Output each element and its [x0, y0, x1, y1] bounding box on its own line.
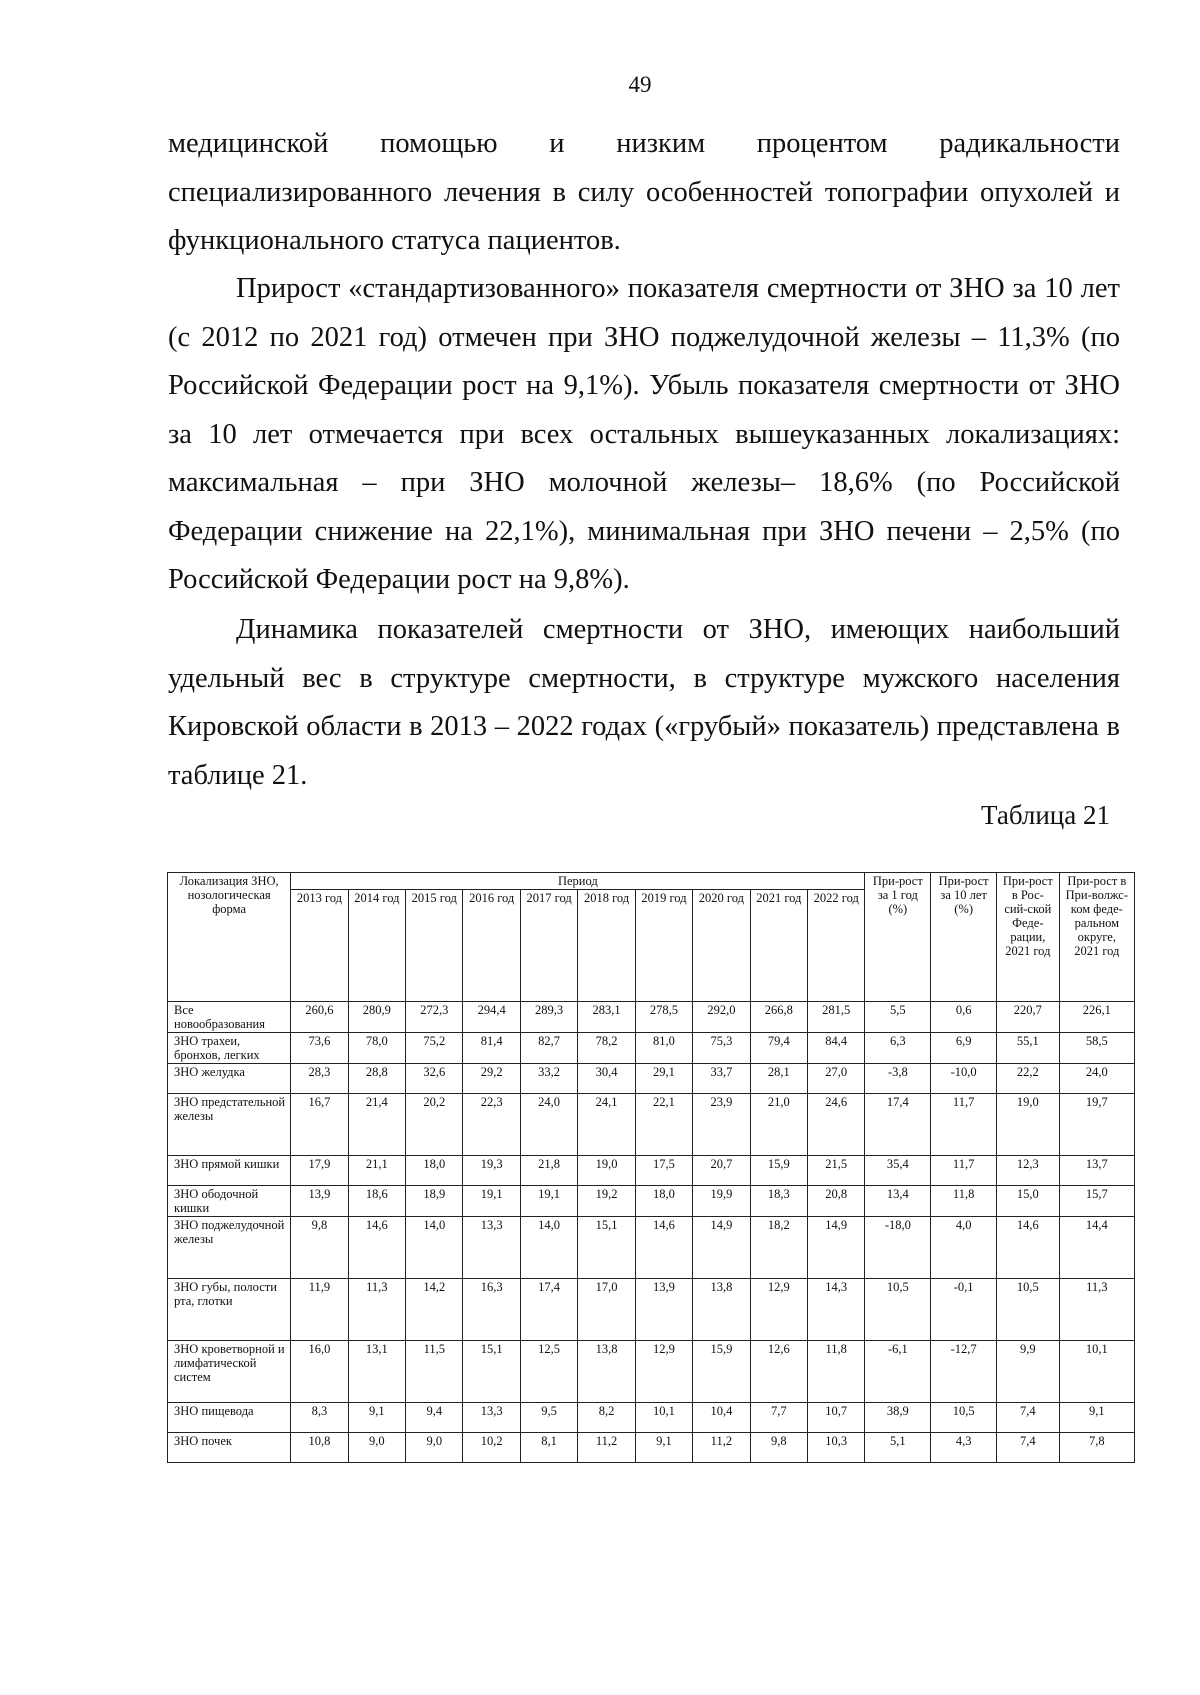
table-cell: 19,7	[1059, 1094, 1134, 1156]
table-row	[168, 1002, 1135, 1033]
table-cell: 24,6	[808, 1094, 865, 1156]
mortality-table	[167, 872, 1135, 1463]
table-cell: 55,1	[997, 1033, 1060, 1064]
table-cell: 14,9	[693, 1217, 750, 1279]
table-cell: 18,3	[750, 1186, 807, 1217]
table-cell: 17,4	[865, 1094, 931, 1156]
table-cell: 24,0	[1059, 1064, 1134, 1094]
header-year: 2013 год	[291, 890, 348, 1002]
table-cell: 13,4	[865, 1186, 931, 1217]
table-cell: 11,3	[348, 1279, 405, 1341]
table-row	[168, 1217, 1135, 1279]
paragraph-text: Прирост «стандартизованного» показателя смертности от ЗНО за 10 лет (с 2012 по 2021 год) отмечен при ЗНО поджелудочной железы – 11,3% (по Российской Федерации рост на 9,1%). Убыль показателя смертности от ЗНО за 10 лет отмечается при всех остальных вышеуказанных локализациях: максимальная – при ЗНО молочной железы– 18,6% (по Российской Федерации снижение на 22,1%), минимальная при ЗНО печени – 2,5% (по Российской Федерации рост на 9,8%).	[168, 273, 1120, 595]
table-cell: 19,1	[463, 1186, 520, 1217]
table-cell: 278,5	[635, 1002, 692, 1033]
table-cell: 11,8	[931, 1186, 997, 1217]
table-cell: 82,7	[520, 1033, 577, 1064]
table-cell: 272,3	[406, 1002, 463, 1033]
table-cell: 15,9	[750, 1156, 807, 1186]
table-cell: 75,3	[693, 1033, 750, 1064]
header-period: Период	[291, 873, 865, 890]
table-cell: -12,7	[931, 1341, 997, 1403]
table-cell: 13,3	[463, 1403, 520, 1433]
table-cell: 226,1	[1059, 1002, 1134, 1033]
table-cell: 30,4	[578, 1064, 635, 1094]
table-cell: 10,7	[808, 1403, 865, 1433]
table-cell: 13,1	[348, 1341, 405, 1403]
table-row	[168, 1279, 1135, 1341]
table-cell: 12,9	[635, 1341, 692, 1403]
row-localization: ЗНО трахеи, бронхов, легких	[168, 1033, 291, 1064]
table-cell: 21,1	[348, 1156, 405, 1186]
table-cell: 289,3	[520, 1002, 577, 1033]
table-cell: 12,6	[750, 1341, 807, 1403]
table-cell: 81,0	[635, 1033, 692, 1064]
table-cell: 15,1	[578, 1217, 635, 1279]
table-cell: 14,0	[406, 1217, 463, 1279]
header-year: 2022 год	[808, 890, 865, 1002]
header-year: 2014 год	[348, 890, 405, 1002]
table-cell: 7,4	[997, 1433, 1060, 1463]
table-cell: 11,5	[406, 1341, 463, 1403]
table-cell: 10,5	[931, 1403, 997, 1433]
table-cell: 20,2	[406, 1094, 463, 1156]
table-cell: 13,8	[693, 1279, 750, 1341]
table-cell: 81,4	[463, 1033, 520, 1064]
header-growth-pfo: При-рост в При-волжс-ком феде-ральном округе, 2021 год	[1059, 873, 1134, 1002]
table-cell: 281,5	[808, 1002, 865, 1033]
table-cell: 22,1	[635, 1094, 692, 1156]
table-cell: 13,7	[1059, 1156, 1134, 1186]
table-cell: 10,5	[865, 1279, 931, 1341]
table-cell: 8,3	[291, 1403, 348, 1433]
table-cell: 13,3	[463, 1217, 520, 1279]
table-cell: 7,8	[1059, 1433, 1134, 1463]
table-cell: 4,0	[931, 1217, 997, 1279]
header-growth-1y: При-рост за 1 год (%)	[865, 873, 931, 1002]
table-cell: 14,0	[520, 1217, 577, 1279]
table-cell: 21,0	[750, 1094, 807, 1156]
table-caption: Таблица 21	[981, 800, 1110, 830]
table-cell: 27,0	[808, 1064, 865, 1094]
table-cell: 18,9	[406, 1186, 463, 1217]
table-cell: 9,5	[520, 1403, 577, 1433]
table-cell: 7,4	[997, 1403, 1060, 1433]
table-row	[168, 1186, 1135, 1217]
table-cell: 14,6	[635, 1217, 692, 1279]
table-cell: 78,2	[578, 1033, 635, 1064]
header-year: 2021 год	[750, 890, 807, 1002]
table-cell: 10,8	[291, 1433, 348, 1463]
paragraph-2	[168, 265, 1120, 605]
table-cell: 16,3	[463, 1279, 520, 1341]
table-cell: 20,8	[808, 1186, 865, 1217]
table-cell: 8,2	[578, 1403, 635, 1433]
table-cell: 10,4	[693, 1403, 750, 1433]
table-cell: 75,2	[406, 1033, 463, 1064]
row-localization: ЗНО кроветворной и лимфатической систем	[168, 1341, 291, 1403]
table-cell: -6,1	[865, 1341, 931, 1403]
table-row	[168, 1064, 1135, 1094]
table-cell: 11,2	[693, 1433, 750, 1463]
header-growth-rf: При-рост в Рос-сий-ской Феде-рации, 2021 год	[997, 873, 1060, 1002]
table-cell: 32,6	[406, 1064, 463, 1094]
table-cell: 4,3	[931, 1433, 997, 1463]
table-cell: 78,0	[348, 1033, 405, 1064]
table-cell: 13,8	[578, 1341, 635, 1403]
row-localization: ЗНО пищевода	[168, 1403, 291, 1433]
table-cell: 266,8	[750, 1002, 807, 1033]
row-localization: ЗНО желудка	[168, 1064, 291, 1094]
table-cell: 58,5	[1059, 1033, 1134, 1064]
table-cell: -3,8	[865, 1064, 931, 1094]
table-cell: 18,0	[406, 1156, 463, 1186]
paragraph-text: Динамика показателей смертности от ЗНО, имеющих наибольший удельный вес в структуре смертности, в структуре мужского населения Кировской области в 2013 – 2022 годах («грубый» показатель) представлена в таблице 21.	[168, 614, 1120, 791]
header-year: 2015 год	[406, 890, 463, 1002]
header-year: 2019 год	[635, 890, 692, 1002]
table-row	[168, 1156, 1135, 1186]
table-cell: 18,0	[635, 1186, 692, 1217]
paragraph-3	[168, 606, 1120, 800]
table-cell: 9,1	[635, 1433, 692, 1463]
table-cell: 14,6	[348, 1217, 405, 1279]
header-year: 2018 год	[578, 890, 635, 1002]
table-cell: 19,2	[578, 1186, 635, 1217]
table-cell: 10,3	[808, 1433, 865, 1463]
table-cell: 15,7	[1059, 1186, 1134, 1217]
table-cell: 17,9	[291, 1156, 348, 1186]
table-cell: -10,0	[931, 1064, 997, 1094]
row-localization: ЗНО прямой кишки	[168, 1156, 291, 1186]
table-row	[168, 1341, 1135, 1403]
header-growth-10y: При-рост за 10 лет (%)	[931, 873, 997, 1002]
table-body	[168, 1002, 1135, 1463]
table-cell: 12,5	[520, 1341, 577, 1403]
table-cell: 79,4	[750, 1033, 807, 1064]
table-cell: 260,6	[291, 1002, 348, 1033]
table-cell: 17,5	[635, 1156, 692, 1186]
table-cell: 5,5	[865, 1002, 931, 1033]
table-cell: 16,7	[291, 1094, 348, 1156]
table-cell: 17,0	[578, 1279, 635, 1341]
table-cell: 12,9	[750, 1279, 807, 1341]
header-localization: Локализация ЗНО, нозологическая форма	[168, 873, 291, 1002]
table-cell: 9,0	[348, 1433, 405, 1463]
table-cell: 11,8	[808, 1341, 865, 1403]
table-cell: 19,0	[578, 1156, 635, 1186]
table-cell: 28,1	[750, 1064, 807, 1094]
row-localization: ЗНО ободочной кишки	[168, 1186, 291, 1217]
table-cell: 23,9	[693, 1094, 750, 1156]
table-cell: 9,8	[750, 1433, 807, 1463]
table-cell: 19,9	[693, 1186, 750, 1217]
table-cell: 6,3	[865, 1033, 931, 1064]
table-cell: 38,9	[865, 1403, 931, 1433]
table-cell: 21,4	[348, 1094, 405, 1156]
table-cell: 29,2	[463, 1064, 520, 1094]
table-cell: 6,9	[931, 1033, 997, 1064]
header-year: 2020 год	[693, 890, 750, 1002]
table-cell: 15,1	[463, 1341, 520, 1403]
header-year: 2016 год	[463, 890, 520, 1002]
table-cell: 84,4	[808, 1033, 865, 1064]
row-localization: ЗНО поджелудочной железы	[168, 1217, 291, 1279]
table-cell: 28,8	[348, 1064, 405, 1094]
table-cell: 19,0	[997, 1094, 1060, 1156]
table-cell: 22,3	[463, 1094, 520, 1156]
table-cell: 33,2	[520, 1064, 577, 1094]
table-row	[168, 1033, 1135, 1064]
table-cell: 14,3	[808, 1279, 865, 1341]
table-cell: -0,1	[931, 1279, 997, 1341]
table-cell: 9,1	[348, 1403, 405, 1433]
table-cell: 73,6	[291, 1033, 348, 1064]
table-cell: 21,5	[808, 1156, 865, 1186]
table-cell: 28,3	[291, 1064, 348, 1094]
table-cell: 9,9	[997, 1341, 1060, 1403]
table-cell: 9,8	[291, 1217, 348, 1279]
table-cell: 14,2	[406, 1279, 463, 1341]
header-year: 2017 год	[520, 890, 577, 1002]
row-localization: ЗНО предстательной железы	[168, 1094, 291, 1156]
table-cell: 8,1	[520, 1433, 577, 1463]
table-cell: 20,7	[693, 1156, 750, 1186]
table-cell: 19,3	[463, 1156, 520, 1186]
table-cell: 15,9	[693, 1341, 750, 1403]
table-cell: 22,2	[997, 1064, 1060, 1094]
table-cell: 292,0	[693, 1002, 750, 1033]
table-cell: 11,2	[578, 1433, 635, 1463]
table-cell: 11,7	[931, 1156, 997, 1186]
table-cell: 10,1	[635, 1403, 692, 1433]
table-cell: 10,5	[997, 1279, 1060, 1341]
table-cell: 13,9	[635, 1279, 692, 1341]
table-cell: 9,0	[406, 1433, 463, 1463]
table-cell: 5,1	[865, 1433, 931, 1463]
table-cell: -18,0	[865, 1217, 931, 1279]
table-cell: 283,1	[578, 1002, 635, 1033]
table-cell: 294,4	[463, 1002, 520, 1033]
table-cell: 14,4	[1059, 1217, 1134, 1279]
table-row	[168, 1403, 1135, 1433]
table-cell: 280,9	[348, 1002, 405, 1033]
table-cell: 220,7	[997, 1002, 1060, 1033]
table-cell: 10,2	[463, 1433, 520, 1463]
page-number: 49	[628, 72, 652, 97]
table-row	[168, 1094, 1135, 1156]
table-cell: 35,4	[865, 1156, 931, 1186]
table-cell: 12,3	[997, 1156, 1060, 1186]
table-cell: 29,1	[635, 1064, 692, 1094]
table-row	[168, 1433, 1135, 1463]
paragraph-text: медицинской помощью и низким процентом радикальности специализированного лечения в силу особенностей топографии опухолей и функционального статуса пациентов.	[168, 128, 1120, 256]
table-cell: 0,6	[931, 1002, 997, 1033]
table-cell: 9,4	[406, 1403, 463, 1433]
table-cell: 15,0	[997, 1186, 1060, 1217]
table-cell: 11,3	[1059, 1279, 1134, 1341]
table-cell: 24,1	[578, 1094, 635, 1156]
table-cell: 14,6	[997, 1217, 1060, 1279]
table-cell: 9,1	[1059, 1403, 1134, 1433]
table-cell: 24,0	[520, 1094, 577, 1156]
table-cell: 14,9	[808, 1217, 865, 1279]
table-cell: 18,2	[750, 1217, 807, 1279]
row-localization: Все новообразования	[168, 1002, 291, 1033]
paragraph-1	[168, 120, 1120, 266]
row-localization: ЗНО почек	[168, 1433, 291, 1463]
table-cell: 11,9	[291, 1279, 348, 1341]
table-cell: 11,7	[931, 1094, 997, 1156]
table-cell: 19,1	[520, 1186, 577, 1217]
row-localization: ЗНО губы, полости рта, глотки	[168, 1279, 291, 1341]
table-cell: 13,9	[291, 1186, 348, 1217]
table-cell: 33,7	[693, 1064, 750, 1094]
table-cell: 16,0	[291, 1341, 348, 1403]
table-cell: 17,4	[520, 1279, 577, 1341]
table-cell: 7,7	[750, 1403, 807, 1433]
table-cell: 18,6	[348, 1186, 405, 1217]
table-cell: 10,1	[1059, 1341, 1134, 1403]
table-cell: 21,8	[520, 1156, 577, 1186]
